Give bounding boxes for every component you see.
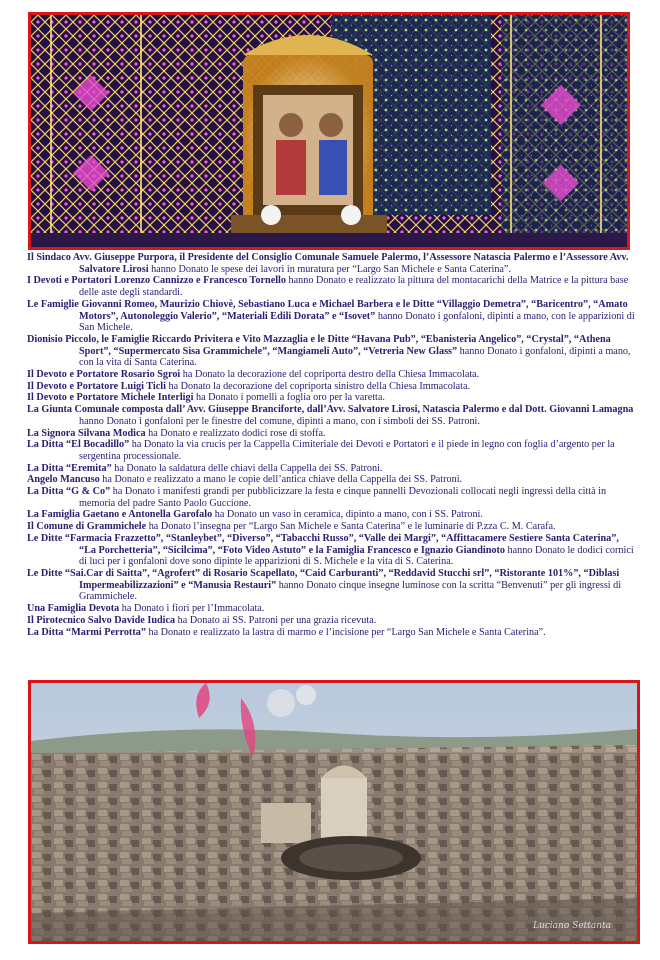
donation-entry — [27, 381, 635, 393]
donation-description: ha Donato la via crucis per la Cappella Cimiteriale dei Devoti e Portatori e il piede in legno con foglia d’argento per la sergentina processionale. — [79, 439, 615, 462]
donation-entry — [27, 463, 635, 475]
donation-entry — [27, 428, 635, 440]
donation-description: ha Donato la decorazione del copriporta destro della Chiesa Immacolata. — [180, 369, 480, 381]
donation-entry — [27, 369, 635, 381]
aerial-town-photo — [28, 680, 640, 944]
donation-entry — [27, 252, 635, 275]
donor-names: Il Devoto e Portatore Luigi Ticli — [27, 380, 166, 392]
donation-description: ha Donato l’insegna per “Largo San Michele e Santa Caterina” e le luminarie di P.zza C. M. Carafa. — [146, 521, 556, 533]
aerial-town-illustration — [31, 683, 637, 941]
donation-entry — [27, 299, 635, 334]
donation-description: ha Donato la decorazione del copriporta sinistro della Chiesa Immacolata. — [165, 380, 471, 392]
donation-entry — [27, 474, 635, 486]
donor-names: Il Devoto e Portatore Rosario Sgroi — [27, 369, 181, 381]
donation-description: hanno Donato i gonfaloni per le finestre del comune, dipinti a mano, con i simboli dei SS. Patroni. — [79, 415, 480, 427]
donation-description: hanno Donato le spese dei lavori in muratura per “Largo San Michele e Santa Caterina”. — [148, 263, 512, 275]
donation-description: ha Donato i manifesti grandi per pubblicizzare la festa e cinque pannelli Devozionali collocati negli ingressi della città in memoria del padre Santo Paolo Guccione. — [79, 486, 607, 509]
donation-description: hanno Donato i gonfaloni, dipinti a mano, con la vita di Santa Caterina. — [79, 345, 631, 369]
donation-description: hanno Donato e realizzato la pittura del montacarichi della Matrice e la pittura base delle aste degli standardi. — [79, 275, 629, 299]
donor-names: La Ditta “El Bocadillo” — [27, 439, 130, 451]
donation-description: ha Donato e realizzato dodici rose di stoffa. — [145, 427, 326, 439]
donation-description: ha Donato ai SS. Patroni per una grazia ricevuta. — [175, 614, 377, 626]
donor-names: Una Famiglia Devota — [27, 603, 120, 615]
donor-names: La Famiglia Gaetano e Antonella Garofalo — [27, 509, 213, 521]
donor-names: Dionisio Piccolo, le Famiglie Riccardo Privitera e Vito Mazzaglia e le Ditte “Havana Pub”, “Ebanisteria Angelico”, “Crystal”, “Athena Sport”, “Supermercato Sisa Grammichele”, “Mangiameli Auto”, “Vetreria New Glass” — [27, 333, 611, 357]
donation-entry — [27, 486, 635, 509]
donation-description: ha Donato e realizzato la lastra di marmo e l’incisione per “Largo San Michele e Santa Caterina”. — [145, 626, 546, 638]
donation-description: ha Donato la saldatura delle chiavi della Cappella dei SS. Patroni. — [111, 462, 383, 474]
photographer-signature: Luciano Settanta — [532, 921, 611, 931]
donation-description: ha Donato un vaso in ceramica, dipinto a mano, con i SS. Patroni. — [212, 509, 483, 521]
donor-names: La Ditta “Eremita” — [27, 462, 112, 474]
donation-description: ha Donato i fiori per l’Immacolata. — [119, 603, 265, 615]
donation-entry — [27, 334, 635, 369]
donation-entry — [27, 615, 635, 627]
donor-names: Angelo Mancuso — [27, 474, 100, 486]
donation-description: hanno Donato cinque insegne luminose con la scritta “Benvenuti” per gli ingressi di Grammichele. — [79, 579, 622, 603]
donor-names: La Ditta “Marmi Perrotta” — [27, 626, 146, 638]
donations-list — [27, 252, 635, 638]
donation-description: ha Donato i pomelli a foglia oro per la varetta. — [193, 392, 385, 404]
donor-names: Il Pirotecnico Salvo Davide Iudica — [27, 614, 176, 626]
festival-lights-photo — [28, 12, 630, 250]
donation-entry — [27, 627, 635, 639]
donation-entry — [27, 603, 635, 615]
donation-entry — [27, 521, 635, 533]
donation-description: hanno Donato le dodici cornici di luci per i gonfaloni dove sono dipinte le apparizioni di S. Michele e la vita di S. Caterina. — [79, 544, 634, 568]
donor-names: Il Sindaco Avv. Giuseppe Purpora, il Presidente del Consiglio Comunale Samuele Palermo, l’Assessore Natascia Palermo e l’Assessore Avv. Salvatore Lirosi — [27, 252, 629, 275]
festival-lights-illustration — [31, 15, 627, 247]
donor-names: Il Comune di Grammichele — [27, 521, 147, 533]
donor-names: La Ditta “G & Co” — [27, 486, 111, 498]
donor-names: Le Ditte “Farmacia Frazzetto”, “Stanleybet”, “Diverso”, “Tabacchi Russo”, “Valle dei Margi”, “Affittacamere Sestiere Santa Caterina”, “La Porchetteria”, “Sicilcima”, “Foto Video Astuto” e la Famiglia Francesco e Ignazio Giandinoto — [27, 532, 619, 556]
donor-names: I Devoti e Portatori Lorenzo Cannizzo e Francesco Tornello — [27, 275, 286, 287]
donation-entry — [27, 568, 635, 603]
donation-entry — [27, 404, 635, 427]
donor-names: La Signora Silvana Modica — [27, 427, 146, 439]
donor-names: Le Famiglie Giovanni Romeo, Maurizio Chiovè, Sebastiano Luca e Michael Barbera e le Ditte “Villaggio Demetra”, “Baricentro”, “Amato Motors”, Autonoleggio Valerio”, “Materiali Edili Dorata” e “Isovet” — [27, 298, 628, 322]
donor-names: La Giunta Comunale composta dall’ Avv. Giuseppe Branciforte, dall’Avv. Salvatore Lirosi, Natascia Palermo e dal Dott. Giovanni Lamagna — [27, 404, 634, 416]
donor-names: Le Ditte “Sai.Car di Saitta”, “Agrofert” di Rosario Scapellato, “Caid Carburanti”, “Reddavid Stucchi srl”, “Ristorante 101%”, “Diblasi Impermeabilizzazioni” e “Manusia Restauri” — [27, 567, 620, 591]
donation-entry — [27, 439, 635, 462]
donation-entry — [27, 275, 635, 298]
donation-entry — [27, 533, 635, 568]
donation-description: ha Donato e realizzato a mano le copie dell’antica chiave della Cappella dei SS. Patroni. — [99, 474, 463, 486]
donation-description: hanno Donato i gonfaloni, dipinti a mano, con le apparizioni di San Michele. — [79, 310, 635, 334]
donation-entry — [27, 509, 635, 521]
donation-entry — [27, 392, 635, 404]
donor-names: Il Devoto e Portatore Michele Interligi — [27, 392, 194, 404]
